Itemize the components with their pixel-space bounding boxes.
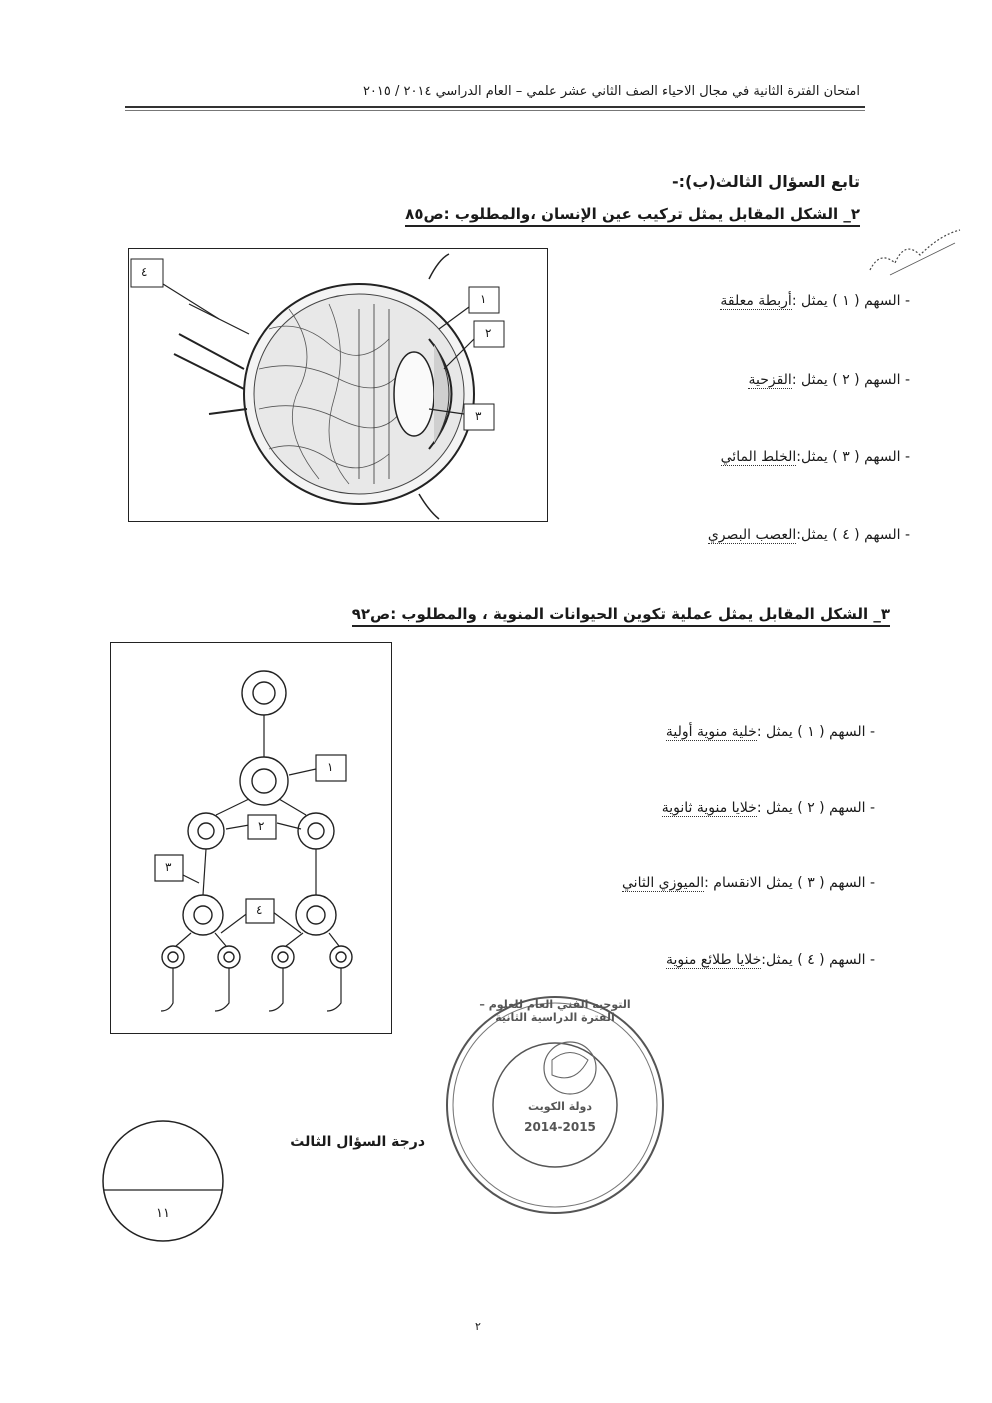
sperm-label-1: ١ <box>327 760 334 774</box>
eye-label-3: ٣ <box>475 409 482 423</box>
q3-title <box>280 605 890 623</box>
stamp-outer-text: التوجيه الفني العام للعلوم – الفترة الدراسية الثانية <box>479 998 631 1024</box>
header-divider-thin <box>125 110 865 111</box>
eye-figure <box>128 248 548 522</box>
q3-answer-1: - السهم ( ١ ) يمثل :خلية منوية أولية <box>665 724 875 740</box>
q3-title-text: ٣_ الشكل المقابل يمثل عملية تكوين الحيوانات المنوية ، والمطلوب :ص٩٢ <box>352 605 890 627</box>
header-divider <box>125 106 865 108</box>
q2-answer-3: - السهم ( ٣ ) يمثل:الخلط المائي <box>720 449 910 465</box>
sperm-label-2: ٢ <box>258 819 265 833</box>
stamp-year: 2014-2015 <box>524 1120 596 1134</box>
handwritten-mark-icon <box>860 225 970 285</box>
q2-answer-1: - السهم ( ١ ) يمثل :أربطة معلقة <box>720 293 910 309</box>
eye-label-2: ٢ <box>485 326 492 340</box>
page-number: ٢ <box>475 1320 481 1333</box>
sperm-label-4: ٤ <box>256 903 263 917</box>
stamp-inner-text: دولة الكويت <box>527 1100 593 1113</box>
q2-answer-4: - السهم ( ٤ ) يمثل:العصب البصري <box>707 527 910 543</box>
q3-answer-2: - السهم ( ٢ ) يمثل :خلايا منوية ثانوية <box>661 800 875 816</box>
eye-label-1: ١ <box>480 292 487 306</box>
score-value[interactable]: ١١ <box>156 1206 170 1221</box>
score-circle-icon <box>100 1118 226 1244</box>
official-stamp <box>440 990 670 1220</box>
score-label: درجة السؤال الثالث <box>290 1134 425 1150</box>
eye-diagram-icon <box>129 249 547 521</box>
exam-header: امتحان الفترة الثانية في مجال الاحياء الصف الثاني عشر علمي – العام الدراسي ٢٠١٤ / ٢٠١٥ <box>362 84 860 99</box>
q3-answer-3: - السهم ( ٣ ) يمثل الانقسام :الميوزي الثاني <box>622 875 875 891</box>
section-title: تابع السؤال الثالث(ب):- <box>672 172 860 191</box>
score-circle <box>100 1118 226 1244</box>
eye-label-4: ٤ <box>141 265 148 279</box>
spermatogenesis-figure <box>110 642 392 1034</box>
q2-title <box>400 205 860 223</box>
q3-answer-4: - السهم ( ٤ ) يمثل:خلايا طلائع منوية <box>666 952 875 968</box>
q2-answer-2: - السهم ( ٢ ) يمثل :القزحية <box>748 372 910 388</box>
q2-title-text: ٢_ الشكل المقابل يمثل تركيب عين الإنسان ،والمطلوب :ص٨٥ <box>405 205 860 227</box>
sperm-label-3: ٣ <box>165 860 172 874</box>
spermatogenesis-diagram-icon <box>111 643 391 1033</box>
